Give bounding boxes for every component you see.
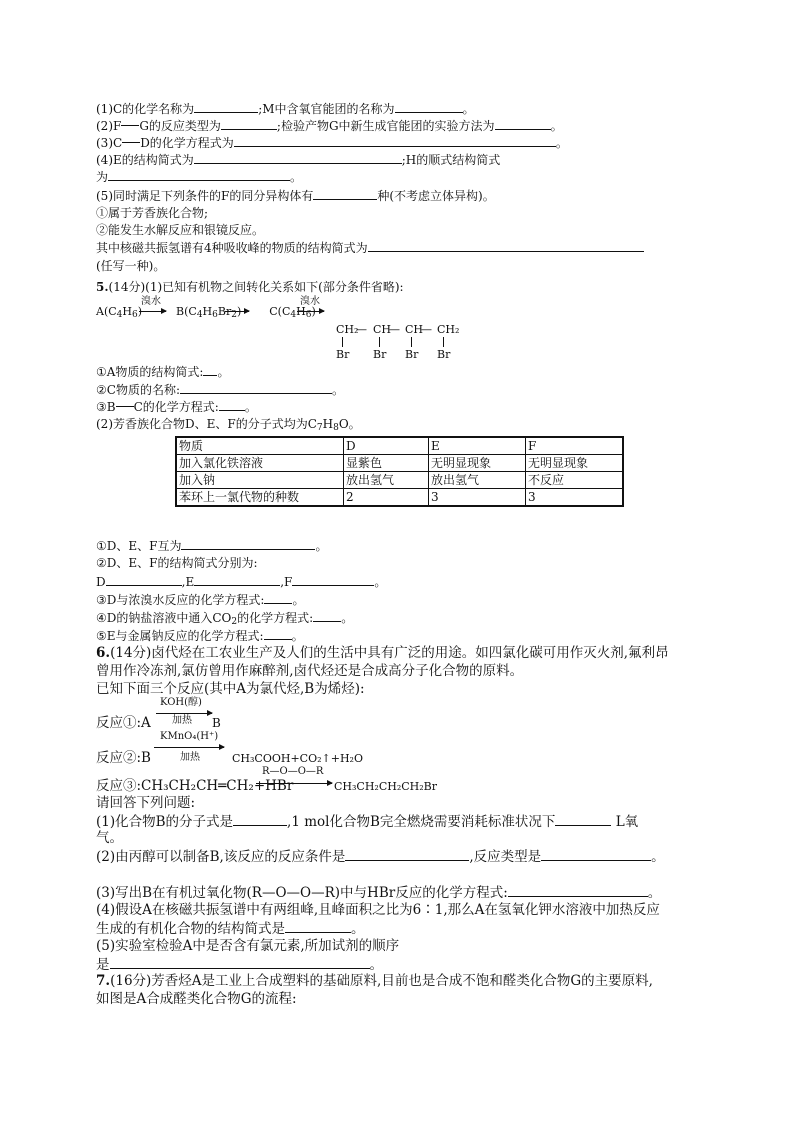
table-cell: 无明显现象 (429, 455, 526, 472)
q4-line-1: (1)C的化学名称为 ;M中含氧官能团的名称为 。 (96, 102, 475, 116)
q5-a6: ⑤E与金属钠反应的化学方程式: 。 (96, 629, 304, 643)
q5-a2: ②D、E、F的结构简式分别为: (96, 556, 258, 570)
q5-a1: ①D、E、F互为 。 (96, 539, 328, 553)
table-header: F (526, 437, 624, 455)
tetra-vbond-3 (411, 337, 412, 347)
q6-q5: (5)实验室检验A中是否含有氯元素,所加试剂的顺序 (96, 938, 400, 954)
table-cell: 放出氢气 (344, 472, 429, 489)
tetra-c4: CH₂ (437, 323, 460, 336)
q6-reaction-3: 反应③:CH₃CH₂CH═CH₂+HBr (96, 778, 294, 794)
q5-arrow-2 (225, 311, 249, 312)
table-cell: 无明显现象 (526, 455, 624, 472)
q4-line-5: (5)同时满足下列条件的F的同分异构体有 种(不考虑立体异构)。 (96, 189, 495, 203)
q5-part2: (2)芳香族化合物D、E、F的分子式均为$C_7H_8O$。 (96, 417, 361, 433)
table-cell: 苯环上一氯代物的种数 (176, 489, 344, 507)
tetra-vbond-4 (443, 337, 444, 347)
q6-q4: (4)假设A在核磁共振氢谱中有两组峰,且峰面积之比为6∶1,那么A在氢氧化钾水溶液中加热反应 (96, 902, 660, 918)
tetra-br-1: Br (336, 348, 350, 361)
table-header: E (429, 437, 526, 455)
table-cell: 不反应 (526, 472, 624, 489)
tetra-c3: CH (405, 323, 424, 336)
table-cell: 3 (526, 489, 624, 507)
q5-a3: D ,E ,F 。 (96, 575, 387, 589)
q6-r1-end: B (212, 716, 221, 730)
q4-line-7: (任写一种)。 (96, 259, 166, 273)
q6-ask: 请回答下列问题: (96, 795, 196, 811)
tetra-vbond-1 (342, 337, 343, 347)
tetra-bond-3: — (421, 323, 432, 336)
q5-arrow-1 (139, 311, 166, 312)
q4-line-6: 其中核磁共振氢谱有4种吸收峰的物质的结构简式为 (96, 239, 644, 256)
q6-r2-arrow (154, 747, 224, 748)
table-header-row (176, 437, 623, 455)
tetra-bond-1: — (356, 323, 367, 336)
q7-intro-2: 如图是A合成醛类化合物G的流程: (96, 991, 297, 1007)
q6-r3-top: R—O—O—R (262, 766, 324, 777)
q6-r1-arrow (156, 713, 212, 714)
q6-r3-end: CH₃CH₂CH₂CH₂Br (334, 780, 438, 793)
tetra-br-3: Br (405, 348, 419, 361)
q4-cond-1: ①属于芳香族化合物; (96, 206, 209, 220)
tetra-br-2: Br (373, 348, 387, 361)
table-header: 物质 (176, 437, 344, 455)
q6-r2-top: KMnO₄(H⁺) (160, 731, 219, 742)
q6-r1-bot: 加热 (172, 715, 192, 726)
q4-cond-2: ②能发生水解反应和银镜反应。 (96, 223, 265, 237)
q6-intro-1: 6.(14分)卤代烃在工农业生产及人们的生活中具有广泛的用途。如四氯化碳可用作灭火剂,氟利昂 (96, 645, 669, 661)
tetra-c1: CH₂ (336, 323, 359, 336)
table-row (176, 472, 623, 489)
table-cell: 显紫色 (344, 455, 429, 472)
table-cell: 加入钠 (176, 472, 344, 489)
q7-intro-1: 7.(16分)芳香烃A是工业上合成塑料的基础原料,目前也是合成不饱和醛类化合物G的主要原料, (96, 973, 653, 989)
q5-s1: ①A物质的结构简式: 。 (96, 365, 230, 379)
table-cell: 2 (344, 489, 429, 507)
q6-q5-cont: 是 。 (96, 957, 383, 973)
table-row (176, 455, 623, 472)
q5-reagent-1: 溴水 (141, 296, 161, 307)
q5-arrow-3 (297, 311, 324, 312)
q6-q1: (1)化合物B的分子式是 ,1 mol化合物B完全燃烧需要消耗标准状况下 L氧 (96, 814, 639, 830)
table-row (176, 489, 623, 507)
q4-line-4: (4)E的结构简式为 ;H的顺式结构简式 (96, 153, 501, 167)
q5-s2: ②C物质的名称: 。 (96, 383, 344, 397)
tetra-vbond-2 (379, 337, 380, 347)
q6-r2-bot: 加热 (180, 752, 200, 763)
q6-q1-cont: 气。 (96, 830, 123, 846)
q6-r3-arrow (256, 783, 332, 784)
q5-chain: $A(C_4H_6)$ $B(C_4H_6Br_2)$ $C(C_4H_6)$ (96, 305, 316, 320)
q4-line-3: (3)C D的化学方程式为 。 (96, 136, 568, 150)
q6-intro-3: 已知下面三个反应(其中A为氯代烃,B为烯烃): (96, 681, 365, 697)
property-table (175, 436, 624, 507)
q6-q4-cont: 生成的有机化合物的结构简式是 。 (96, 921, 365, 937)
q6-q2: (2)由丙醇可以制备B,该反应的反应条件是 ,反应类型是 。 (96, 849, 665, 865)
q5-heading: 5.(14分)(1)已知有机物之间转化关系如下(部分条件省略): (96, 280, 404, 294)
q6-q3: (3)写出B在有机过氧化物(R—O—O—R)中与HBr反应的化学方程式: 。 (96, 885, 662, 901)
q5-s3: ③B C的化学方程式: 。 (96, 400, 257, 414)
q5-reagent-2: 溴水 (300, 296, 320, 307)
tetra-br-4: Br (437, 348, 451, 361)
q4-line-4b: 为 。 (96, 170, 303, 184)
q5-a5: ④D的钠盐溶液中通入$CO_2$的化学方程式: 。 (96, 611, 354, 627)
table-cell: 3 (429, 489, 526, 507)
tetra-bond-2: — (389, 323, 400, 336)
q5-a4: ③D与浓溴水反应的化学方程式: 。 (96, 593, 305, 607)
q6-r1-top: KOH(醇) (160, 697, 202, 708)
table-header: D (344, 437, 429, 455)
tetra-c2: CH (373, 323, 392, 336)
q4-line-2: (2)F G的反应类型为 ;检验产物G中新生成官能团的实验方法为 。 (96, 119, 563, 133)
q6-reaction-2: 反应②:B (96, 750, 151, 766)
q6-intro-2: 曾用作冷冻剂,氯仿曾用作麻醉剂,卤代烃还是合成高分子化合物的原料。 (96, 663, 524, 679)
table-cell: 加入氯化铁溶液 (176, 455, 344, 472)
q6-r2-end: CH₃COOH+CO₂↑+H₂O (232, 752, 363, 765)
table-cell: 放出氢气 (429, 472, 526, 489)
q6-reaction-1: 反应①:A (96, 715, 151, 731)
